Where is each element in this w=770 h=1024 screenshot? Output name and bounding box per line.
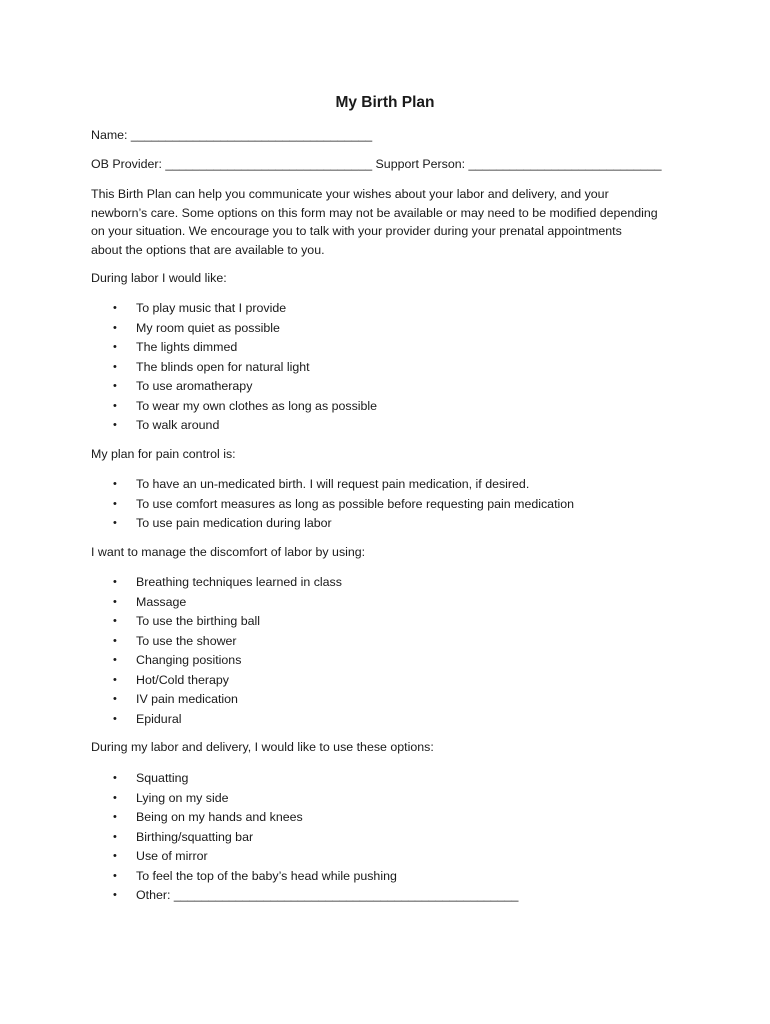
section-heading-discomfort: I want to manage the discomfort of labor by using: — [91, 545, 366, 559]
bullet-icon: • — [113, 830, 117, 843]
bullet-icon: • — [113, 869, 117, 882]
intro-paragraph — [91, 185, 691, 259]
bullet-icon: • — [113, 380, 117, 392]
bullet-icon: • — [113, 654, 117, 666]
intro-line: This Birth Plan can help you communicate your wishes about your labor and delivery, and your — [91, 187, 609, 201]
bullet-icon: • — [113, 399, 117, 412]
page-title: My Birth Plan — [335, 94, 435, 111]
section-heading-pain-control: My plan for pain control is: — [91, 447, 236, 461]
bullet-icon: • — [113, 634, 117, 647]
bullet-icon: • — [113, 595, 117, 608]
bullet-icon: • — [113, 850, 117, 862]
bullet-icon: • — [113, 478, 117, 490]
birth-plan-page: My Birth Plan Name: ___________________________________ OB Provider: ______________________________ Support Person: ____________________________ This Birth Plan can help you communicate your wishes about your labor and delivery, and your newborn’s care. Some options on this form may not be available or may need to be modified depending on your situation. We encourage you to talk with your provider during your prenatal appointments about the options that are available to you. During labor I would like: • To play music that I provide • My room quiet as possible • The lights dimmed • The blinds open for natural light • To use aromatherapy • To wear my own clothes as long as possible • To walk around My plan for pain control is: • To have an un-medicated birth. I will request pain medication, if desired. • To use comfort measures as long as possible before requesting pain medication • To use pain medication during labor I want to manage the discomfort of labor by using: • Breathing techniques learned in class • Massage • To use the birthing ball • To use the shower • Changing positions • Hot/Cold therapy • IV pain medication • Epidural During my labor and delivery, I would like to use these options: • Squatting • Lying on my side • Being on my hands and knees • Birthing/squatting bar • Use of mirror • To feel the top of the baby’s head while pushing • Other: __________________________________________________ — [0, 0, 770, 1024]
bullet-icon: • — [113, 712, 117, 725]
section-heading-delivery-options: During my labor and delivery, I would like to use these options: — [91, 740, 434, 754]
bullet-icon: • — [113, 341, 117, 353]
bullet-icon: • — [113, 302, 117, 314]
provider-support-field-line: OB Provider: ______________________________ Support Person: ____________________________ — [91, 157, 662, 171]
bullet-icon: • — [113, 889, 117, 901]
bullet-icon: • — [113, 673, 117, 686]
bullet-icon: • — [113, 693, 117, 705]
bullet-icon: • — [113, 615, 117, 627]
name-field-line: Name: ___________________________________ — [91, 128, 373, 142]
intro-line: newborn’s care. Some options on this form may not be available or may need to be modified depending — [91, 205, 658, 220]
bullet-icon: • — [113, 517, 117, 529]
bullet-icon: • — [113, 497, 117, 510]
section-heading-labor-wishes: During labor I would like: — [91, 271, 227, 285]
intro-line: about the options that are available to you. — [91, 242, 325, 257]
bullet-icon: • — [113, 419, 117, 431]
bullet-icon: • — [113, 791, 117, 804]
bullet-icon: • — [113, 576, 117, 588]
bullet-icon: • — [113, 360, 117, 373]
intro-line: on your situation. We encourage you to talk with your provider during your prenatal appointments — [91, 224, 622, 239]
bullet-icon: • — [113, 772, 117, 784]
bullet-icon: • — [113, 321, 117, 334]
bullet-icon: • — [113, 811, 117, 823]
